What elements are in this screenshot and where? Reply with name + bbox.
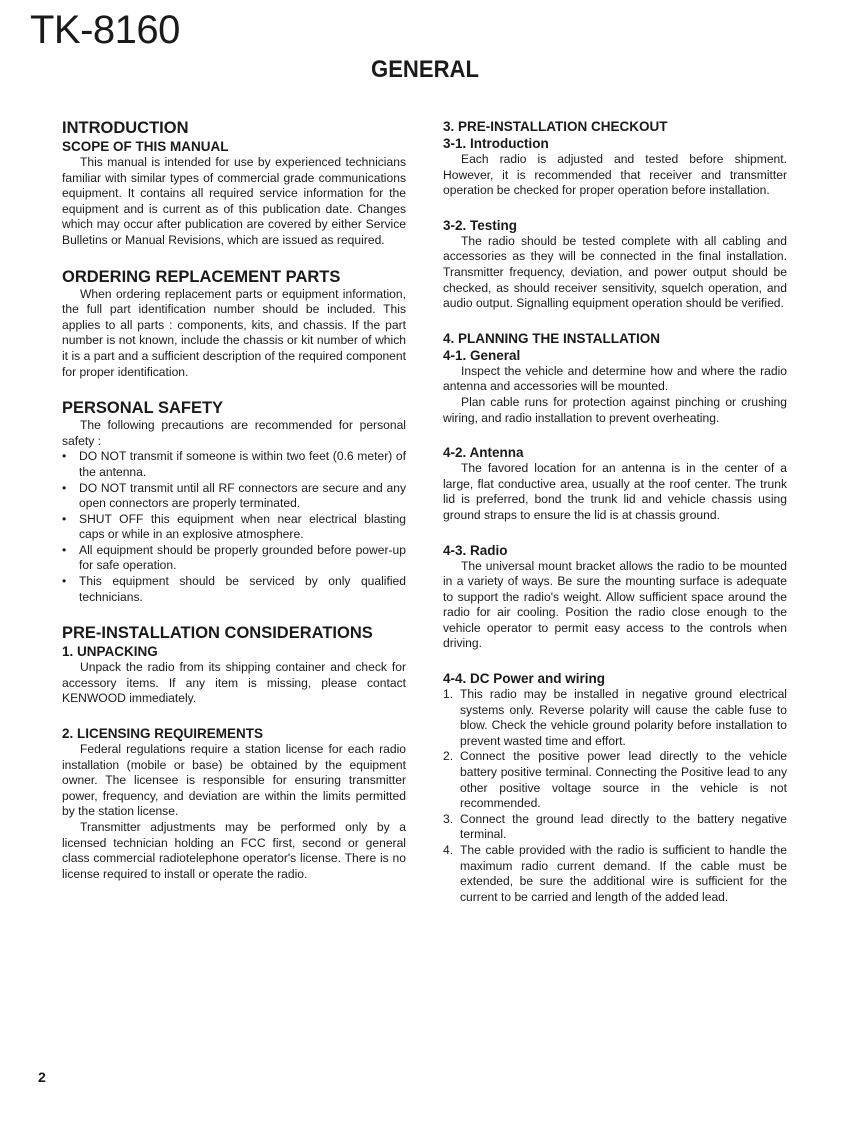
pre-installation-heading: PRE-INSTALLATION CONSIDERATIONS: [62, 624, 373, 643]
safety-item: • All equipment should be properly grounded before power-up for safe operation.: [62, 542, 406, 573]
checkout-heading: 3. PRE-INSTALLATION CHECKOUT: [443, 119, 668, 134]
safety-item: • SHUT OFF this equipment when near electrical blasting caps or while in an explosive atmosphere.: [62, 511, 406, 542]
unpacking-paragraph: Unpack the radio from its shipping container and check for accessory items. If any item is missing, please contact KENWOOD immediately.: [62, 660, 406, 706]
safety-item: • This equipment should be serviced by only qualified technicians.: [62, 574, 406, 604]
model-number: TK-8160: [30, 8, 180, 52]
bullet-icon: •: [62, 511, 67, 526]
licensing-heading: 2. LICENSING REQUIREMENTS: [62, 726, 264, 742]
planning-heading: 4. PLANNING THE INSTALLATION: [443, 330, 660, 346]
page-number: 2: [38, 1069, 46, 1085]
general-paragraph: Inspect the vehicle and determine how and where the radio antenna and accessories will be mounted.: [443, 363, 787, 394]
right-column: [443, 118, 787, 905]
bullet-icon: •: [62, 574, 67, 589]
general-paragraph: Plan cable runs for protection against pinching or crushing wiring, and radio installation to prevent overheating.: [443, 394, 787, 425]
dc-power-item: 2. Connect the positive power lead directly to the vehicle battery positive terminal. Connecting the Positive lead to any other positive voltage source in the vehicle is not recommended.: [443, 749, 787, 811]
bullet-icon: •: [62, 449, 67, 464]
ordering-paragraph: When ordering replacement parts or equipment information, the full part identification number should be included. This applies to all parts : components, kits, and chassis. If the part number is not known, include the chassis or kit number of which it is a part and a sufficient description of the required component for proper identification.: [62, 286, 406, 379]
dc-power-heading: 4-4. DC Power and wiring: [443, 671, 606, 687]
safety-list: [62, 449, 406, 605]
introduction-heading: INTRODUCTION: [62, 119, 189, 137]
scope-paragraph: This manual is intended for use by experienced technicians familiar with similar types of commercial grade communications equipment. It contains all required service information for the equipment and is current as of this publication date. Changes which may occur after publication are covered by either Service Bulletins or Manual Revisions, which are issued as required.: [62, 155, 406, 247]
testing-heading: 3-2. Testing: [443, 217, 518, 233]
antenna-paragraph: The favored location for an antenna is in the center of a large, flat conductive area, usually at the roof center. The trunk lid is preferred, bond the trunk lid and vehicle chassis using ground straps to ensure the lid is at chassis ground.: [443, 461, 787, 522]
checkout-intro-paragraph: Each radio is adjusted and tested before shipment. However, it is recommended that receiver and transmitter operation be checked for proper operation before installation.: [443, 152, 787, 198]
scope-heading: SCOPE OF THIS MANUAL: [62, 139, 229, 154]
safety-intro: The following precautions are recommended for personal safety :: [62, 418, 406, 448]
dc-power-list: [443, 687, 787, 905]
radio-paragraph: The universal mount bracket allows the radio to be mounted in a variety of ways. Be sure the mounting surface is adequate to support the radio's weight. Allow sufficient space around the radio for air cooling. Position the radio close enough to the vehicle operator to permit easy access to the controls when driving.: [443, 558, 787, 651]
bullet-icon: •: [62, 542, 67, 557]
safety-item: • DO NOT transmit if someone is within two feet (0.6 meter) of the antenna.: [62, 449, 406, 479]
radio-heading: 4-3. Radio: [443, 542, 508, 558]
bullet-icon: •: [62, 480, 67, 495]
licensing-paragraph: Transmitter adjustments may be performed only by a licensed technician holding an FCC first, second or general class commercial radiotelephone operator's license. There is no license required to install or operate the radio.: [62, 820, 406, 881]
safety-item: • DO NOT transmit until all RF connectors are secure and any open connectors are properly terminated.: [62, 480, 406, 511]
testing-paragraph: The radio should be tested complete with all cabling and accessories as they will be connected in the final installation. Transmitter frequency, deviation, and power output should be checked, as should receiver sensitivity, squelch operation, and audio output. Signalling equipment operation should be verified.: [443, 233, 787, 311]
safety-heading: PERSONAL SAFETY: [62, 399, 224, 418]
dc-power-item: 3. Connect the ground lead directly to the battery negative terminal.: [443, 811, 787, 842]
section-title: GENERAL: [371, 56, 479, 83]
checkout-intro-heading: 3-1. Introduction: [443, 136, 549, 151]
licensing-paragraph: Federal regulations require a station license for each radio installation (mobile or base) be obtained by the equipment owner. The licensee is responsible for ensuring transmitter power, frequency, and deviation are within the limits permitted by the station license.: [62, 742, 406, 819]
left-column: [62, 118, 406, 882]
antenna-heading: 4-2. Antenna: [443, 445, 524, 461]
ordering-heading: ORDERING REPLACEMENT PARTS: [62, 267, 341, 286]
dc-power-item: 4. The cable provided with the radio is sufficient to handle the maximum radio current demand. If the cable must be extended, be sure the additional wire is sufficient for the current to be carried and length of the added lead.: [443, 843, 787, 904]
general-heading: 4-1. General: [443, 347, 521, 363]
dc-power-item: 1. This radio may be installed in negative ground electrical systems only. Reverse polarity will cause the cable fuse to blow. Check the vehicle ground polarity before installation to prevent wasted time and effort.: [443, 687, 787, 748]
unpacking-heading: 1. UNPACKING: [62, 644, 158, 660]
